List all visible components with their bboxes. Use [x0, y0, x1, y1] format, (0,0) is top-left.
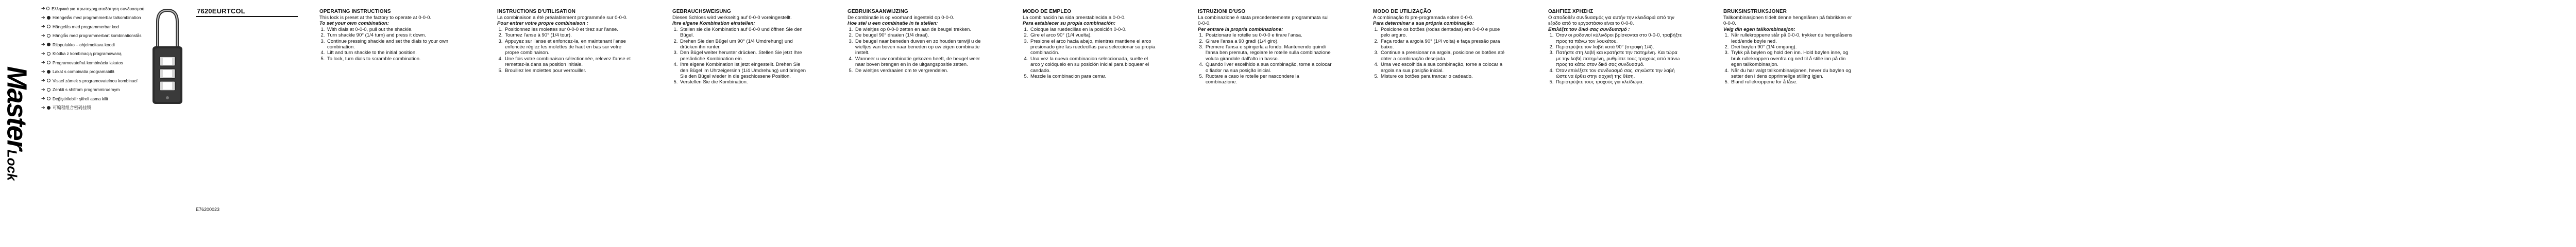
step: 3. Den Bügel weiter herunter drücken. Stellen Sie jetzt Ihre persönliche Kombination ein.: [679, 50, 806, 62]
section-intro: Tallkombinasjonen tildelt denne hengelåsen på fabrikken er 0-0-0.: [1723, 15, 1852, 27]
language-item: [41, 94, 144, 103]
step: 5. Brouillez les molettes pour verrouiller.: [504, 68, 631, 74]
section-subheading: Επιλέξτε τον δικό σας συνδυασμό :: [1548, 26, 1630, 32]
language-item: [41, 67, 144, 77]
section-german: [672, 9, 806, 85]
language-label: Visací zámek s programovatelnou kombinací: [53, 78, 138, 83]
step: 4. Uma vez escolhida a sua combinação, torne a colocar a argola na sua posição inicial.: [1380, 62, 1507, 74]
flag-icon: [47, 88, 50, 92]
language-item: [41, 22, 144, 31]
flag-icon: [46, 7, 49, 10]
language-label: Kłódka z kombinacją programowaną: [53, 51, 122, 57]
arrow-right-icon: ➔: [41, 6, 45, 11]
masterlock-logo: [1, 66, 32, 181]
step: 1. Stellen sie die Kombination auf 0-0-0 und öffnen Sie den Bügel.: [679, 27, 806, 39]
brand-logo-band: [0, 0, 33, 247]
language-item: [41, 49, 144, 59]
arrow-right-icon: ➔: [41, 14, 45, 20]
arrow-right-icon: ➔: [41, 24, 45, 29]
section-title: BRUKSINSTRUKSJONER: [1723, 9, 1787, 14]
section-intro: La combinaison a été préalablement programmée sur 0-0-0.: [497, 15, 628, 21]
step: 4. Όταν επιλέξετε τον συνδυασμό σας, σηκώστε την λαβή ώστε να έρθει στην αρχική της θέση.: [1555, 68, 1682, 80]
section-intro: This lock is preset at the factory to operate at 0-0-0.: [319, 15, 432, 21]
flag-icon: [47, 70, 50, 74]
arrow-right-icon: ➔: [41, 86, 45, 92]
steps-list: [1548, 32, 1682, 85]
language-label: Programovateľná kombinácia lakatos: [53, 60, 123, 65]
flag-icon: [47, 43, 50, 46]
step: 1. Όταν οι ροδανιοί κύλινδροι βρίσκονται στο 0-0-0, τραβήξτε προς τα πάνω τον λουκέτου.: [1555, 32, 1682, 44]
arrow-right-icon: ➔: [41, 96, 45, 101]
arrow-right-icon: ➔: [41, 42, 45, 47]
section-subheading: Ihre eigene Kombination einstellen:: [672, 21, 755, 27]
section-subheading: Para determinar a sua própria combinação:: [1373, 21, 1474, 27]
step: 5. Verstellen Sie die Kombination.: [679, 79, 806, 85]
section-subheading: Per entrare la propria combinazione:: [1198, 26, 1283, 32]
step: 3. Appuyez sur l'anse et enfoncez-la, en maintenant l'anse enfoncée réglez les molettes de haut en bas sur votre propre combinaison.: [504, 39, 631, 56]
steps-list: [672, 27, 806, 85]
step: 5. Ruotare a caso le rotelle per nascondere la combinazione.: [1205, 74, 1332, 85]
steps-list: [1023, 27, 1157, 80]
language-label: Riippulukko – ohjelmoitava koodi: [53, 42, 115, 47]
section-intro: La combinazione è stata precedentemente programmata sul 0-0-0.: [1198, 15, 1329, 27]
step: 1. Coloque las ruedecillas en la posición 0-0-0.: [1029, 27, 1157, 32]
section-subheading: Velg din egen tallkombinasjon:: [1723, 26, 1795, 32]
section-intro: Dieses Schloss wird werkseitig auf 0-0-0 voreingestellt.: [672, 15, 792, 21]
flag-icon: [47, 61, 50, 64]
section-portuguese: [1373, 9, 1507, 79]
section-dutch: [848, 9, 981, 74]
step: 4. Wanneer u uw combinatie gekozen heeft, de beugel weer naar boven brengen en in de uitgangspositie zetten.: [854, 56, 981, 68]
section-subheading: Para establecer su propia combinación:: [1023, 21, 1116, 27]
model-number: 7620EURTCOL: [197, 7, 245, 15]
product-code: E76200023: [196, 207, 220, 212]
arrow-right-icon: ➔: [41, 60, 45, 65]
section-title: GEBRUIKSAANWIJZING: [848, 9, 908, 14]
step: 1. With dials at 0-0-0, pull out the shackle.: [326, 27, 453, 32]
section-title: OPERATING INSTRUCTIONS: [319, 9, 391, 14]
language-item: [41, 4, 144, 13]
steps-list: [497, 27, 631, 74]
flag-icon: [47, 34, 50, 38]
section-intro: A combinação fo pre-programada sobre 0-0-0.: [1373, 15, 1473, 21]
language-item: [41, 13, 144, 23]
arrow-right-icon: ➔: [41, 78, 45, 83]
step: 3. De beugel naar beneden duwen en zo houden terwijl u de wieltjes van boven naar beneden op uw eigen combinatie instelt.: [854, 39, 981, 56]
step: 1. De wieltjes op 0-0-0 zetten en aan de beugel trekken.: [854, 27, 981, 32]
step: 5. De wieltjes verdraaien om te vergrendelen.: [854, 68, 981, 74]
section-title: ΟΔΗΓΙΕΣ ΧΡΗΣΗΣ: [1548, 9, 1594, 14]
step: 3. Presione el arco hacia abajo, mientras mantiene el arco presionado gire las ruedecillas para seleccionar su propia combinación.: [1029, 39, 1157, 56]
step: 2. Drei bøylen 90° (1/4 omgang).: [1730, 44, 1857, 50]
step: 3. Continue pressing shackle and set the dials to your own combination.: [326, 39, 453, 50]
section-intro: De combinatie is op voorhand ingesteld op 0-0-0.: [848, 15, 955, 21]
steps-list: [848, 27, 981, 74]
step: 1. Når rullekroppene står på 0-0-0, trykker du hengelåsens ledd/ende bøyle ned.: [1730, 32, 1857, 44]
language-label: Hängelås med programmerbar kod: [53, 24, 119, 29]
section-title: ISTRUZIONI D'USO: [1198, 9, 1246, 14]
section-title: MODO DE EMPLEO: [1023, 9, 1072, 14]
step: 3. Continue a pressionar na argola, posicione os botões até obter a combinação desejada.: [1380, 50, 1507, 62]
step: 2. Faça rodar a argola 90° (1/4 volta) e faça pressão para baixo.: [1380, 39, 1507, 50]
step: 2. Tournez l'anse à 90° (1/4 tour).: [504, 32, 631, 38]
padlock-icon: [149, 7, 185, 120]
step: 1. Posizionare le rotelle su 0-0-0 e tirare l'ansa.: [1205, 32, 1332, 38]
language-item: [41, 103, 144, 113]
language-item: [41, 85, 144, 95]
step: 2. Περιστρέψτε τον λαβή κατά 90° (στροφή 1/4).: [1555, 44, 1682, 50]
step: 4. Quando liver escelhido a sua combinação, torne a colocar o fiador na sua posição inicial.: [1205, 62, 1332, 74]
steps-list: [1373, 27, 1507, 80]
flag-icon: [47, 97, 50, 100]
flag-icon: [47, 25, 50, 28]
step: 5. To lock, turn dials to scramble combination.: [326, 56, 453, 62]
step: 2. Girare l'ansa a 90 gradi (1/4 giro).: [1205, 39, 1332, 44]
model-underline: [196, 16, 298, 17]
section-greek: [1548, 9, 1682, 85]
section-intro: La combinación ha sida preestablecida a 0-0-0.: [1023, 15, 1126, 21]
step: 3. Trykk på bøylen og hold den inn. Hold bøylen inne, og bruk rullekroppen ovenfra og ned til å stille inn på din egen tallkombinasjon.: [1730, 50, 1857, 67]
section-title: MODO DE UTILIZAÇÃO: [1373, 9, 1431, 14]
step: 1. Posicione os botões (rodas dentadas) em 0-0-0 e puxe pelo arguro.: [1380, 27, 1507, 39]
step: 3. Premere l'ansa e spingerla a fondo. Mantenendo quindi l'ansa ben premuta, regolare le rotelle sulla combinazione voluta girandole dall'alto in basso.: [1205, 44, 1332, 62]
section-intro: Ο αποδοθέν συνδυασμός για αυτήν την κλειδαριά από την εξοδο από το εργοστάσιο είναι το 0-0-0.: [1548, 15, 1674, 27]
step: 3. Πατήστε στη λαβή και κρατήστε την πατημένη. Και τώρα με την λαβή πατημένη, ρυθμίστε τους τροχούς από πάνω προς τα κάτω στον δικό σας συνδυασμό.: [1555, 50, 1682, 67]
arrow-right-icon: ➔: [41, 50, 45, 56]
section-italian: [1198, 9, 1332, 85]
section-subheading: To set your own combination:: [319, 21, 389, 27]
language-label: Ελληνικά για πρωτοχρηματοδότηση συνδυασμού: [52, 6, 144, 11]
language-label: 可编程组合密码挂锁: [53, 105, 91, 111]
language-label: Lakat s combinatia programabilă: [53, 69, 114, 75]
step: 5. Περιστρέψτε τους τροχούς για κλείδωμα.: [1555, 79, 1682, 85]
step: 4. Lift and turn shackle to the initial position.: [326, 50, 453, 56]
step: 4. Une fois votre combinaison sélectionnée, relevez l'anse et remettez-la dans sa position initiale.: [504, 56, 631, 68]
language-item: [41, 31, 144, 41]
language-item: [41, 58, 144, 67]
arrow-right-icon: ➔: [41, 104, 45, 110]
arrow-right-icon: ➔: [41, 68, 45, 74]
flag-icon: [47, 106, 50, 110]
steps-list: [1198, 32, 1332, 85]
step: 1. Positionnez les molettes sur 0-0-0 et tirez sur l'anse.: [504, 27, 631, 32]
section-subheading: Pour entrer votre propre combinaison :: [497, 21, 588, 27]
step: 5. Misture os botões para trancar o cadeado.: [1380, 74, 1507, 79]
section-spanish: [1023, 9, 1157, 79]
steps-list: [319, 27, 453, 62]
steps-list: [1723, 32, 1857, 85]
step: 2. Gire el arco 90° (1/4 vuelta).: [1029, 32, 1157, 38]
step: 4. Når du har valgt tallkombinasjonen, hever du bøylen og setter den i dens opprinnelige stilling igjen.: [1730, 68, 1857, 80]
logo-sub-text: Lock: [4, 149, 20, 181]
step: 2. Turn shackle 90° (1/4 turn) and press it down.: [326, 32, 453, 38]
step: 4. Ihre eigene Kombination ist jetzt eingestellt. Drehen Sie den Bügel im Uhrzeigersinn (1/4 Umdrehung) und bringen Sie den Bügel wieder in die geschlossene Position.: [679, 62, 806, 79]
arrow-right-icon: ➔: [41, 32, 45, 38]
language-label: Zenkti s shifrom programmiruemym: [53, 87, 120, 93]
section-french: [497, 9, 631, 74]
step: 5. Bland rullekroppene for å låse.: [1730, 79, 1857, 85]
section-norwegian: [1723, 9, 1857, 85]
language-item: [41, 76, 144, 85]
step: 4. Una vez la nueva combinacion seleccionada, suelte el arco y colóquelo en su posición inicial para bloquear el candado.: [1029, 56, 1157, 74]
language-list: [41, 4, 144, 112]
flag-icon: [47, 79, 50, 82]
section-title: INSTRUCTIONS D'UTILISATION: [497, 9, 576, 14]
step: 2. De beugel 90° draaien (1/4 draai).: [854, 32, 981, 38]
flag-icon: [47, 16, 50, 20]
step: 5. Mezcle la combinacion para cerrar.: [1029, 74, 1157, 79]
language-label: Değiştirilebilir şifreli asma kilit: [53, 96, 108, 101]
step: 2. Drehen Sie den Bügel um 90° (1/4 Umdrehung) und drücken ihn runter.: [679, 39, 806, 50]
logo-main-text: Master: [1, 66, 32, 150]
section-subheading: Hoe stel u een combinatie in te stellen:: [848, 21, 938, 27]
language-label: Hængelås med programmerbar talkombination: [53, 15, 141, 21]
section-english: [319, 9, 453, 62]
language-label: Hänglås med programmerbart kombinationslås: [53, 33, 142, 39]
language-item: [41, 40, 144, 49]
section-title: GEBRAUCHSWEISUNG: [672, 9, 731, 14]
flag-icon: [47, 52, 50, 56]
